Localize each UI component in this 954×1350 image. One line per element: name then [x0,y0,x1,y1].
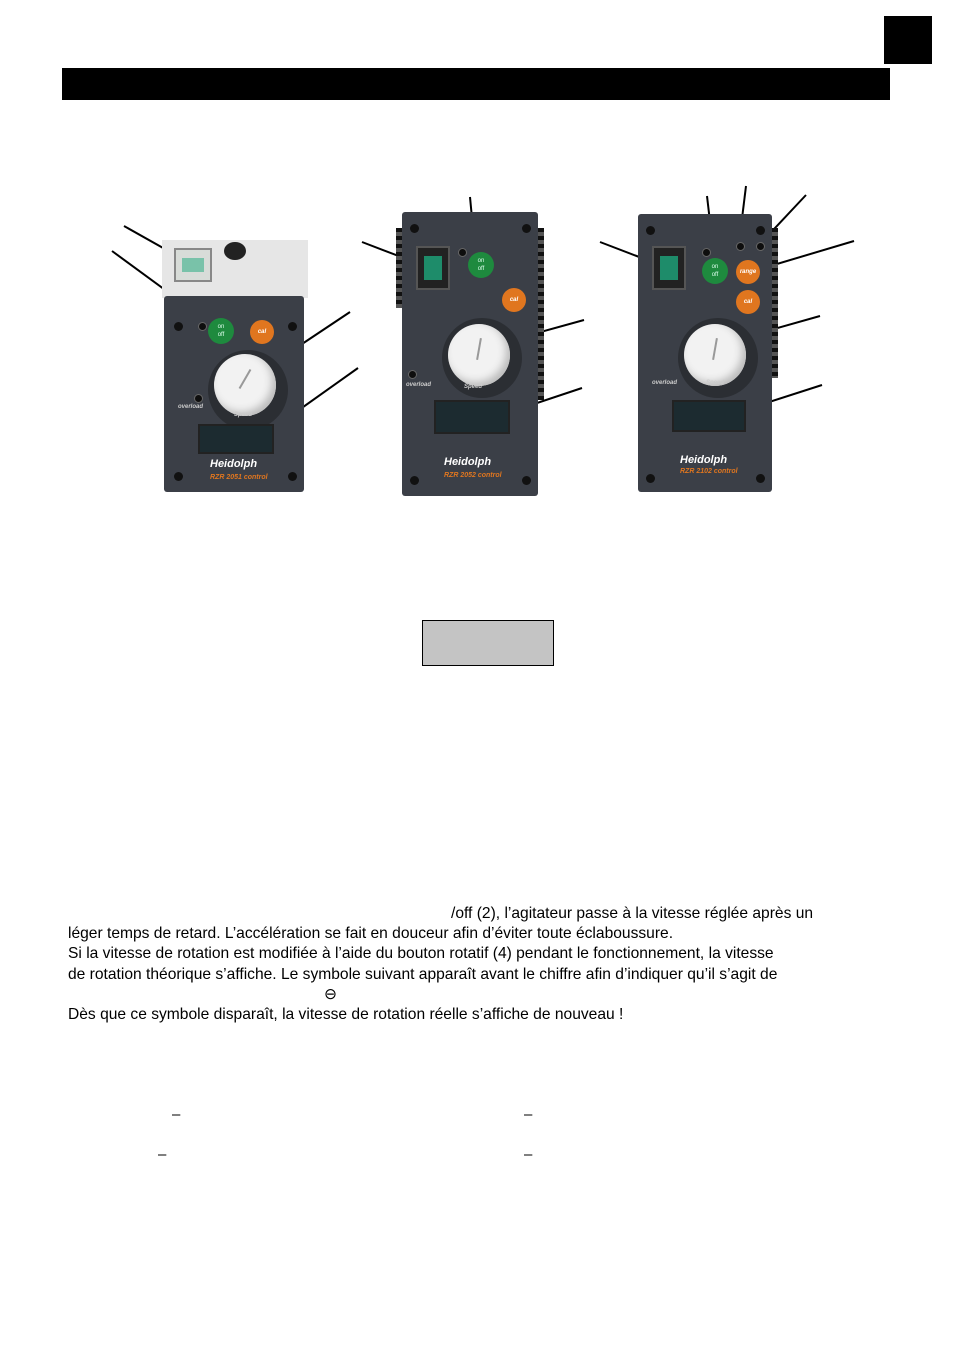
speed-label: Speed [464,384,483,390]
device-rzr-2051 [162,240,310,496]
speed-label: Speed [706,380,725,386]
model-label: RZR 2051 control [210,474,268,481]
speed-label: Speed [234,412,253,418]
screw-icon [522,224,531,233]
device-rzr-2052 [396,212,548,498]
speed-knob[interactable] [214,354,276,416]
brand-logo: Heidolph [680,454,728,466]
body-text-line: Dès que ce symbole disparaît, la vitesse de rotation réelle s’affiche de nouveau ! [68,1006,624,1023]
socket-icon [224,242,246,260]
overload-label: overload [178,404,204,410]
speed-knob[interactable] [684,324,746,386]
screw-icon [756,474,765,483]
control-panel [164,296,304,492]
screw-icon [646,226,655,235]
power-switch[interactable] [416,246,450,290]
brand-logo: Heidolph [444,456,492,468]
status-led [736,242,745,251]
range-button[interactable]: range [736,260,760,284]
dash: – [524,1146,533,1163]
overload-label: overload [652,380,678,386]
screw-icon [410,476,419,485]
model-label: RZR 2052 control [444,472,502,479]
device-rzr-2102 [634,214,782,494]
screw-icon [646,474,655,483]
setpoint-symbol-icon: ⊖ [324,986,338,1003]
cal-button[interactable]: cal [502,288,526,312]
brand-logo: Heidolph [210,458,258,470]
speed-display [672,400,746,432]
status-led [756,242,765,251]
model-label: RZR 2102 control [680,468,738,475]
screw-icon [756,226,765,235]
body-text-line: léger temps de retard. L’accélération se fait en douceur afin d’éviter toute éclaboussure. [68,925,674,942]
status-led [198,322,207,331]
on-off-button[interactable]: on off [208,318,234,344]
speed-display [198,424,274,454]
status-led [702,248,711,257]
body-text-line: de rotation théorique s’affiche. Le symbole suivant apparaît avant le chiffre afin d’indiquer qu’il s’agit de [68,966,778,983]
overload-led [408,370,417,379]
dash: – [172,1106,181,1123]
screw-icon [174,472,183,481]
overload-label: overload [406,382,432,388]
overload-led [194,394,203,403]
dash: – [158,1146,167,1163]
screw-icon [288,472,297,481]
cal-button[interactable]: cal [250,320,274,344]
dash: – [524,1106,533,1123]
cal-button[interactable]: cal [736,290,760,314]
screw-icon [410,224,419,233]
on-off-button[interactable]: on off [468,252,494,278]
body-text-line: /off (2), l’agitateur passe à la vitesse réglée après un [451,905,814,922]
speed-display [434,400,510,434]
status-led [458,248,467,257]
on-off-button[interactable]: on off [702,258,728,284]
speed-knob[interactable] [448,324,510,386]
screw-icon [522,476,531,485]
screw-icon [174,322,183,331]
control-panel [638,214,772,492]
power-switch[interactable] [652,246,686,290]
body-text-line: Si la vitesse de rotation est modifiée à l’aide du bouton rotatif (4) pendant le fonctionnement, la vitesse [68,945,774,962]
screw-icon [288,322,297,331]
power-switch[interactable] [174,248,212,282]
highlight-box [422,620,554,666]
control-panel [402,212,538,496]
